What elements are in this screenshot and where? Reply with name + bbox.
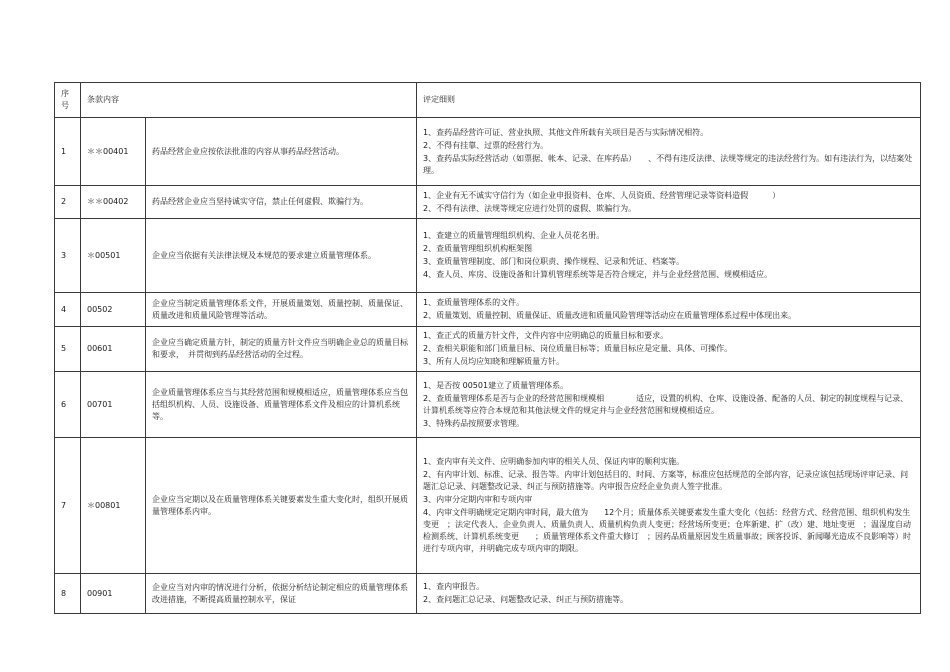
- criteria-line: 3、所有人员均应知晓和理解质量方针。: [423, 357, 565, 366]
- criteria-line: 2、质量策划、质量控制、质量保证、质量改进和质量风险管理等活动应在质量管理体系过程中体现出来。: [423, 311, 797, 320]
- clause-content: 企业应当确定质量方针，制定的质量方针文件应当明确企业总的质量目标和要求， 并贯彻到药品经营活动的全过程。: [146, 327, 417, 372]
- row-number: 6: [55, 372, 81, 438]
- clause-content: 药品经营企业应当坚持诚实守信，禁止任何虚假、欺骗行为。: [146, 186, 417, 219]
- clause-content: 药品经营企业应按依法批准的内容从事药品经营活动。: [146, 118, 417, 186]
- clause-code: ＊＊00402: [81, 186, 146, 219]
- row-number: 7: [55, 438, 81, 574]
- criteria-line: 2、不得有法律、法规等规定应进行处罚的虚假、欺骗行为。: [423, 203, 637, 213]
- table-row: [55, 118, 921, 186]
- criteria-line: 3、查质量管理制度、部门和岗位职责、操作规程、记录和凭证、档案等。: [423, 257, 685, 266]
- table-row: [55, 438, 921, 574]
- row-number: 1: [55, 118, 81, 186]
- criteria-line: 1、查内审报告。: [423, 582, 485, 591]
- criteria-line: 2、查问题汇总记录、问题整改记录、纠正与预防措施等。: [423, 595, 629, 604]
- criteria-line: 4、内审文件明确规定定期内审时间，最大值为 12个月；质量体系关键要素发生重大变化（包括：经营方式、经营范围、组织机构发生变更 ；法定代表人、企业负责人、质量负责人、质量机构负责人变更；经营场所变更；仓库新建、扩（改）建、地址变更 ；温湿度自动检测系统、计算机系统变更 ；质量管理体系文件重大修订 ；因药品质量原因发生质量事故；顾客投诉、新闻曝光造成不良影响等）时进行专项内审，并明确完成专项内审的期限。: [423, 508, 911, 553]
- criteria-line: 1、企业有无不诚实守信行为（如企业申报资料、仓库、人员资质、经营管理记录等资料造假 ）: [423, 190, 781, 200]
- header-clause: 条款内容: [81, 83, 417, 118]
- criteria-line: 1、查建立的质量管理组织机构、企业人员花名册。: [423, 231, 605, 240]
- header-criteria: 评定细则: [417, 83, 921, 118]
- criteria-details: [417, 118, 921, 186]
- row-number: 4: [55, 293, 81, 327]
- criteria-line: 1、查药品经营许可证、营业执照、其他文件所载有关项目是否与实际情况相符。: [423, 127, 709, 137]
- clause-code: 00901: [81, 574, 146, 614]
- clause-code: ＊00501: [81, 219, 146, 293]
- clause-content: 企业应当定期以及在质量管理体系关键要素发生重大变化时，组织开展质量管理体系内审。: [146, 438, 417, 574]
- clause-code: ＊＊00401: [81, 118, 146, 186]
- table-row: [55, 186, 921, 219]
- criteria-details: [417, 574, 921, 614]
- table-row: [55, 293, 921, 327]
- criteria-details: [417, 327, 921, 372]
- criteria-line: 1、查正式的质量方针文件，文件内容中应明确总的质量目标和要求。: [423, 331, 669, 340]
- clause-code: ＊00801: [81, 438, 146, 574]
- criteria-line: 2、查相关职能和部门质量目标、岗位质量目标等；质量目标应是定量、具体、可操作。: [423, 344, 733, 353]
- criteria-details: [417, 219, 921, 293]
- clause-content: 企业质量管理体系应当与其经营范围和规模相适应，质量管理体系应当包括组织机构、人员、设施设备、质量管理体系文件及相应的计算机系统等。: [146, 372, 417, 438]
- row-number: 3: [55, 219, 81, 293]
- clause-content: 企业应当制定质量管理体系文件，开展质量策划、质量控制、质量保证、质量改进和质量风险管理等活动。: [146, 293, 417, 327]
- table-row: [55, 327, 921, 372]
- criteria-line: 2、查质量管理体系是否与企业的经营范围和规模相 适应，设置的机构、仓库、设施设备、配备的人员、制定的制度规程与记录、计算机系统等应符合本规范和其他法规文件的规定并与企业经营范围和规模相适应。: [423, 393, 909, 415]
- criteria-line: 1、查质量管理体系的文件。: [423, 298, 525, 307]
- clause-code: 00701: [81, 372, 146, 438]
- criteria-line: 3、内审分定期内审和专项内审: [423, 495, 533, 504]
- clause-code: 00502: [81, 293, 146, 327]
- table-header-row: [55, 83, 921, 118]
- criteria-details: [417, 438, 921, 574]
- row-number: 8: [55, 574, 81, 614]
- row-number: 5: [55, 327, 81, 372]
- criteria-line: 1、查内审有关文件、应明确参加内审的相关人员、保证内审的顺利实施。: [423, 457, 685, 466]
- criteria-line: 4、查人员、库房、设施设备和计算机管理系统等是否符合规定，并与企业经营范围、规模相适应。: [423, 270, 773, 279]
- inspection-criteria-table: [54, 82, 921, 614]
- criteria-line: 1、是否按 00501建立了质量管理体系。: [423, 380, 569, 390]
- table-row: [55, 574, 921, 614]
- clause-code: 00601: [81, 327, 146, 372]
- row-number: 2: [55, 186, 81, 219]
- criteria-details: [417, 372, 921, 438]
- criteria-line: 3、查药品实际经营活动（如票据、帐本、记录、在库药品） 、不得有违反法律、法规等规定的违法经营行为。如有违法行为，以结案处理。: [423, 153, 913, 175]
- criteria-details: [417, 293, 921, 327]
- header-seq: 序号: [55, 83, 81, 118]
- criteria-line: 3、特殊药品按照要求管理。: [423, 418, 525, 428]
- criteria-details: [417, 186, 921, 219]
- table-row: [55, 219, 921, 293]
- criteria-line: 2、查质量管理组织机构框架图: [423, 244, 533, 253]
- table-row: [55, 372, 921, 438]
- criteria-line: 2、不得有挂靠、过票的经营行为。: [423, 140, 549, 150]
- criteria-line: 2、有内审计划、标准、记录、报告等。内审计划包括目的、时间、方案等，标准应包括规范的全部内容，记录应该包括现场评审记录、问题汇总记录、问题整改记录、纠正与预防措施等。内审报告应经企业负责人签字批准。: [423, 470, 909, 491]
- clause-content: 企业应当依据有关法律法规及本规范的要求建立质量管理体系。: [146, 219, 417, 293]
- clause-content: 企业应当对内审的情况进行分析，依据分析结论制定相应的质量管理体系改进措施，不断提高质量控制水平，保证: [146, 574, 417, 614]
